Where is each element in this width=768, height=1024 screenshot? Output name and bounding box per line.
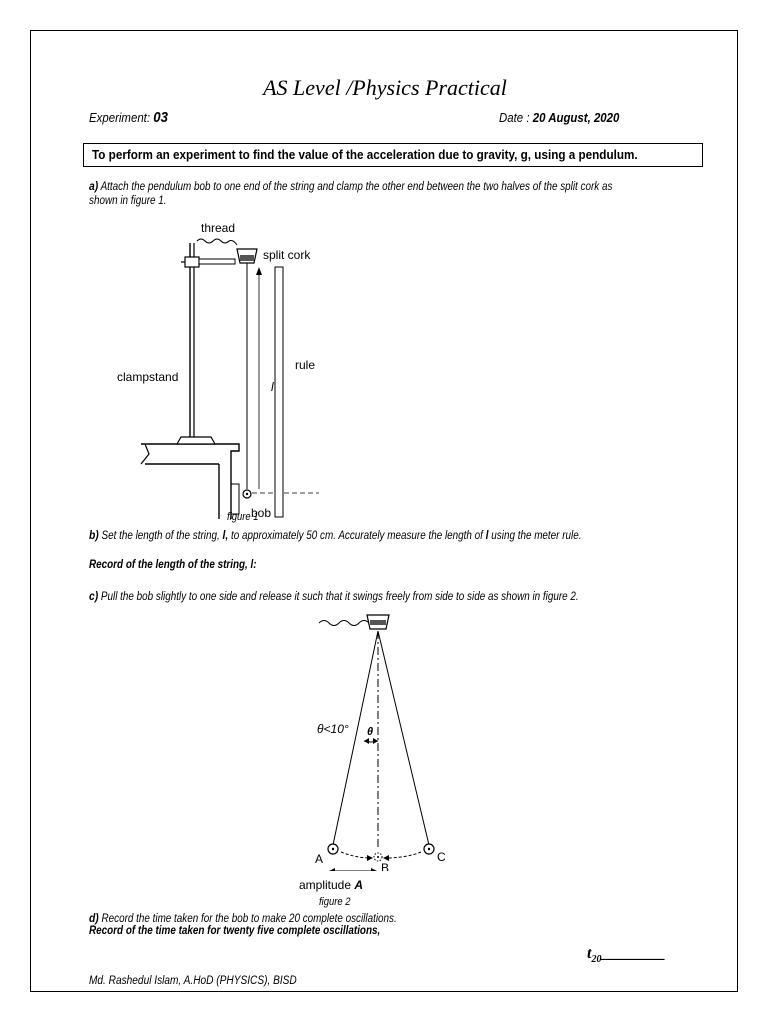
experiment-field [89,109,168,126]
string-to-a [333,631,378,845]
author-footer: Md. Rashedul Islam, A.HoD (PHYSICS), BISD [89,975,297,987]
record-length-prompt: Record of the length of the string, l: [89,559,257,571]
step-b-symbol-l: l, [222,528,229,542]
date-field [499,110,619,125]
step-b [89,528,581,543]
bench-top [141,444,239,519]
date-label: Date : [499,110,530,125]
step-c-text: Pull the bob slightly to one side and release it such that it swings freely from side to side as shown in figure 2. [100,591,579,603]
step-b-symbol-l-2: l [485,528,489,542]
label-thread: thread [201,221,236,235]
label-point-c: C [437,850,446,864]
step-b-text-middle: to approximately 50 cm. Accurately measure the length of [230,530,483,542]
figure-2-caption: figure 2 [319,896,351,908]
date-value: 20 August, 2020 [532,110,620,125]
amplitude-symbol: A [354,878,364,892]
experiment-label: Experiment: [89,110,151,125]
step-c-marker: c) [89,589,99,603]
label-angle-condition: θ<10° [317,722,349,736]
label-rule: rule [295,358,316,372]
label-clampstand: clampstand [117,370,179,384]
figure-1-diagram [111,219,351,519]
aim-text: To perform an experiment to find the value of the acceleration due to gravity, g, using a pendulum. [92,147,638,162]
split-cork-slit [240,255,254,261]
label-point-a: A [315,852,324,866]
metre-rule [275,267,283,517]
label-split-cork: split cork [263,248,311,262]
experiment-number: 03 [153,109,168,126]
step-a-text-line1: Attach the pendulum bob to one end of the string and clamp the other end between the two halves of the split cork as [100,181,613,193]
label-length: l [271,380,274,394]
step-d-text: Record the time taken for the bob to make 20 complete oscillations. [101,913,397,925]
figure-2-diagram [291,609,481,871]
step-a-marker: a) [89,179,99,193]
amplitude-label [299,878,363,892]
support-squiggle [319,621,369,626]
string-to-c [378,631,429,845]
step-b-text-after: using the meter rule. [491,530,582,542]
document-title: AS Level /Physics Practical [263,75,507,100]
amplitude-word: amplitude [299,878,352,892]
aim-box [83,143,703,167]
figure-1-caption: figure 1 [227,511,259,523]
t20-symbol: t [587,945,592,962]
step-a [89,179,612,208]
t20-blank: ________ [601,945,666,962]
t20-answer-field[interactable] [587,945,665,965]
t20-subscript: 20 [591,954,602,966]
step-c [89,589,579,604]
step-b-text-before: Set the length of the string, [101,530,220,542]
label-theta: θ [367,726,374,738]
step-d-marker: d) [89,911,99,925]
clamp-arm [199,259,235,264]
label-bob: bob [251,506,272,519]
stand-base [177,437,215,444]
worksheet-page [30,30,738,992]
step-a-text-line2: shown in figure 1. [89,195,167,207]
clamp-boss [185,257,199,267]
step-d [89,911,397,926]
step-b-marker: b) [89,528,99,542]
record-time-prompt: Record of the time taken for twenty five complete oscillations, [89,925,381,937]
label-point-b: B [381,861,390,871]
thread-squiggle [197,239,237,245]
